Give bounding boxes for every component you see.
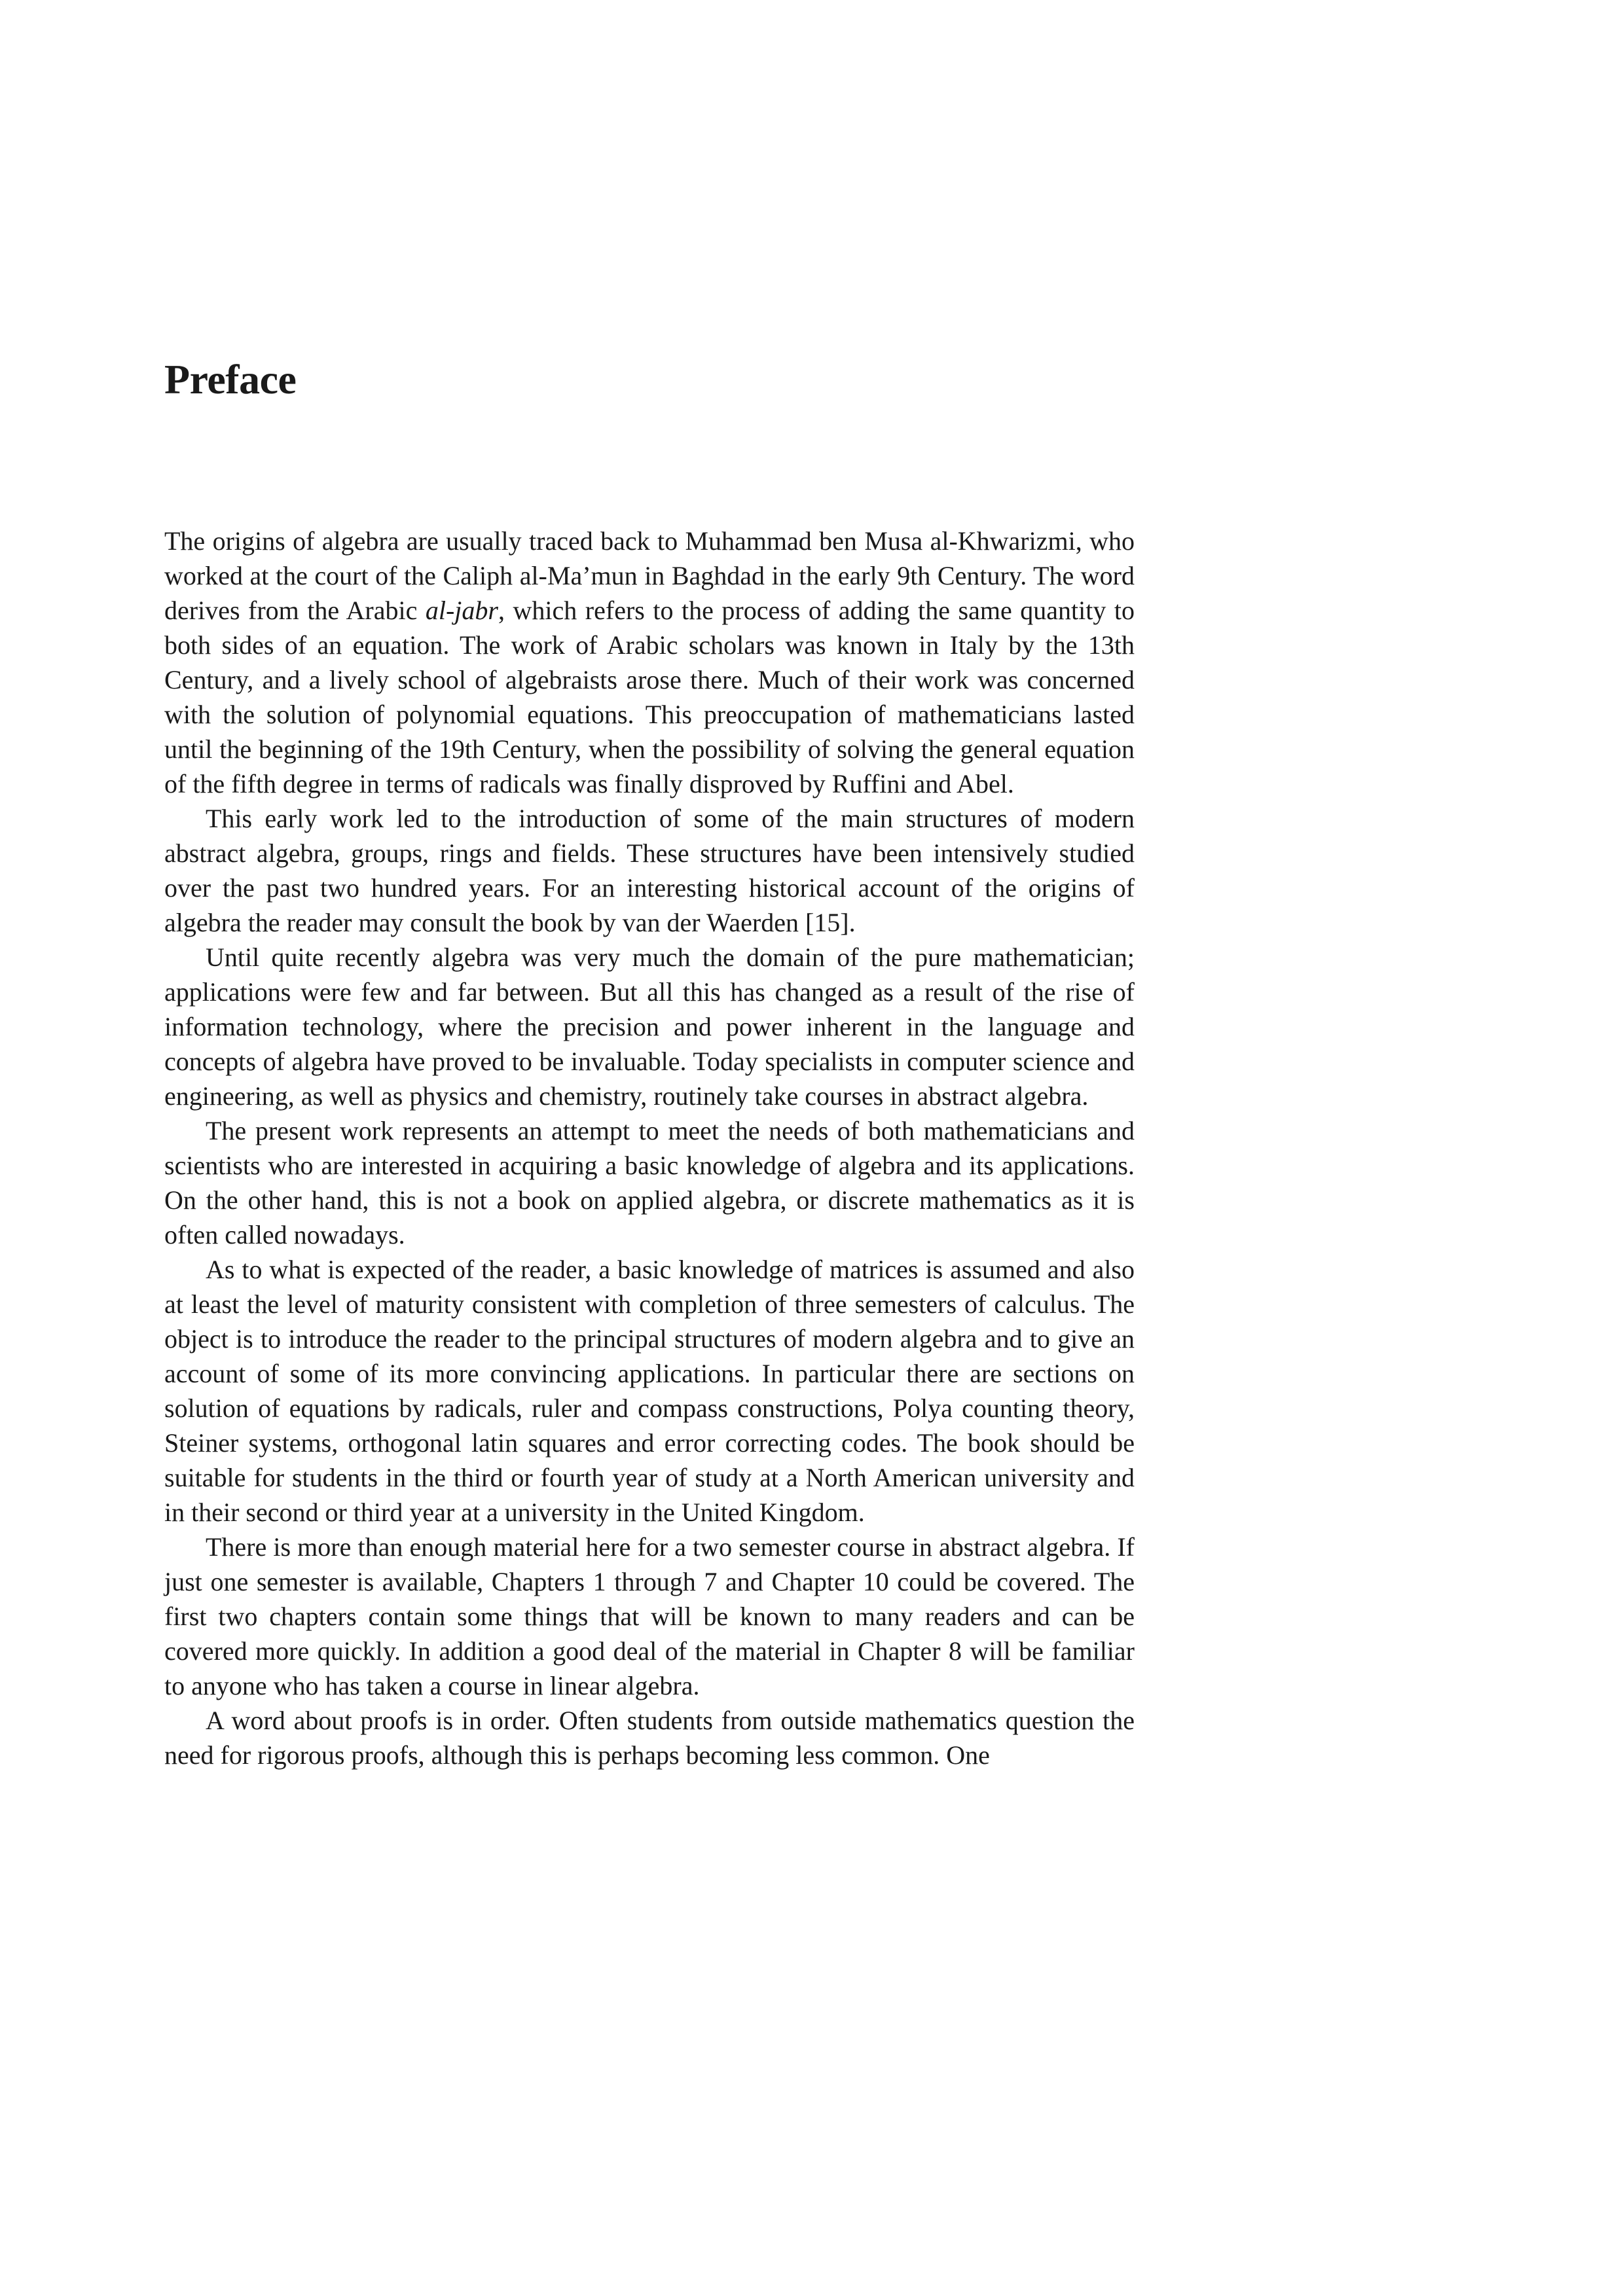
paragraph-1-italic-term: al-jabr <box>425 596 498 625</box>
paragraph-5: As to what is expected of the reader, a basic knowledge of matrices is assumed and also at least the level of maturity consistent with completion of three semesters of calculus. The object is to introduce the reader to the principal structures of modern algebra and to give an account of some of its more convincing applications. In particular there are sections on solution of equations by radicals, ruler and compass constructions, Polya counting theory, Steiner systems, orthogonal latin squares and error correcting codes. The book should be suitable for students in the third or fourth year of study at a North American university and in their second or third year at a university in the United Kingdom. <box>164 1255 1135 1527</box>
body-text <box>164 524 1135 1772</box>
paragraph-3: Until quite recently algebra was very much the domain of the pure mathematician; applications were few and far between. But all this has changed as a result of the rise of information technology, where the precision and power inherent in the language and concepts of algebra have proved to be invaluable. Today specialists in computer science and engineering, as well as physics and chemistry, routinely take courses in abstract algebra. <box>164 942 1135 1111</box>
paragraph-1-after: , which refers to the process of adding the same quantity to both sides of an equation. The work of Arabic scholars was known in Italy by the 13th Century, and a lively school of algebraists arose there. Much of their work was concerned with the solution of polynomial equations. This preoccupation of mathematicians lasted until the beginning of the 19th Century, when the possibility of solving the general equation of the fifth degree in terms of radicals was finally disproved by Ruffini and Abel. <box>164 596 1135 798</box>
paragraph-4: The present work represents an attempt to meet the needs of both mathematicians and scientists who are interested in acquiring a basic knowledge of algebra and its applications. On the other hand, this is not a book on applied algebra, or discrete mathematics as it is often called nowadays. <box>164 1116 1135 1249</box>
paragraph-6: There is more than enough material here for a two semester course in abstract algebra. If just one semester is available, Chapters 1 through 7 and Chapter 10 could be covered. The first two chapters contain some things that will be known to many readers and can be covered more quickly. In addition a good deal of the material in Chapter 8 will be familiar to anyone who has taken a course in linear algebra. <box>164 1532 1135 1700</box>
paragraph-1 <box>164 524 1135 801</box>
page-title: Preface <box>164 356 297 403</box>
paragraph-2: This early work led to the introduction of some of the main structures of modern abstract algebra, groups, rings and fields. These structures have been intensively studied over the past two hundred years. For an interesting historical account of the origins of algebra the reader may consult the book by van der Waerden [15]. <box>164 804 1135 937</box>
paragraph-1-before: The origins of algebra are usually traced back to Muhammad ben Musa al-Khwarizmi, who worked at the court of the Caliph al-Ma’mun in Baghdad in the early 9th Century. The word derives from the Arabic <box>164 526 1135 625</box>
paragraph-7: A word about proofs is in order. Often students from outside mathematics question the need for rigorous proofs, although this is perhaps becoming less common. One <box>164 1706 1135 1770</box>
